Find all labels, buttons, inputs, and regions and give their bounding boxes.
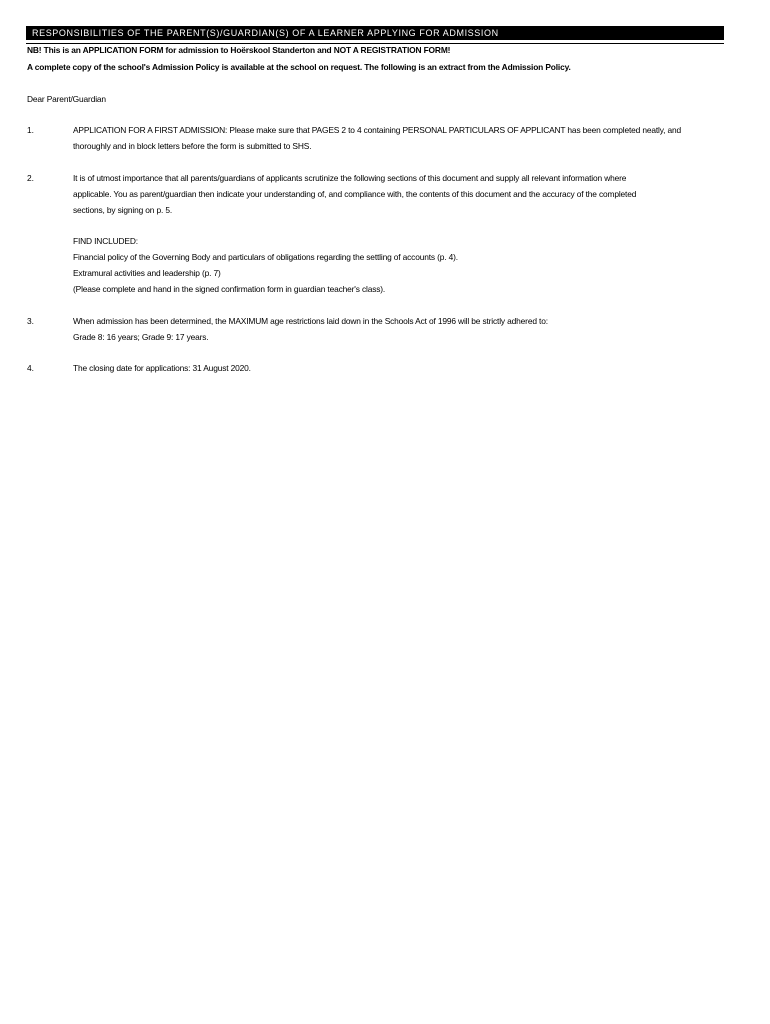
item-1-line-1: APPLICATION FOR A FIRST ADMISSION: Please make sure that PAGES 2 to 4 containing PERSONAL PARTICULARS OF APPLICANT has been completed neatly, and	[73, 125, 682, 135]
item-4-line-1: The closing date for applications: 31 August 2020.	[73, 363, 251, 373]
item-1-line-2: thoroughly and in block letters before the form is submitted to SHS.	[73, 141, 312, 151]
notice-line-2: A complete copy of the school's Admission Policy is available at the school on request. The following is an extract from the Admission Policy.	[27, 62, 571, 72]
header-divider	[26, 43, 724, 44]
find-included-line-2: Extramural activities and leadership (p. 7)	[73, 268, 221, 278]
section-header-bar: RESPONSIBILITIES OF THE PARENT(S)/GUARDIAN(S) OF A LEARNER APPLYING FOR ADMISSION	[26, 26, 724, 40]
item-number-3: 3.	[27, 316, 34, 326]
item-number-4: 4.	[27, 363, 34, 373]
item-3-line-1: When admission has been determined, the MAXIMUM age restrictions laid down in the Schools Act of 1996 will be strictly adhered to:	[73, 316, 548, 326]
item-2-line-2: applicable. You as parent/guardian then indicate your understanding of, and compliance with, the contents of this document and the accuracy of the completed	[73, 189, 637, 199]
item-2-line-3: sections, by signing on p. 5.	[73, 205, 173, 215]
item-2-line-1: It is of utmost importance that all parents/guardians of applicants scrutinize the following sections of this document and supply all relevant information where	[73, 173, 627, 183]
item-number-2: 2.	[27, 173, 34, 183]
find-included-line-3: (Please complete and hand in the signed confirmation form in guardian teacher's class).	[73, 284, 386, 294]
item-number-1: 1.	[27, 125, 34, 135]
item-3-line-2: Grade 8: 16 years; Grade 9: 17 years.	[73, 332, 209, 342]
find-included-heading: FIND INCLUDED:	[73, 236, 138, 246]
find-included-line-1: Financial policy of the Governing Body and particulars of obligations regarding the settling of accounts (p. 4).	[73, 252, 458, 262]
notice-line-1: NB! This is an APPLICATION FORM for admission to Hoërskool Standerton and NOT A REGISTRATION FORM!	[27, 45, 451, 55]
salutation: Dear Parent/Guardian	[27, 94, 106, 104]
